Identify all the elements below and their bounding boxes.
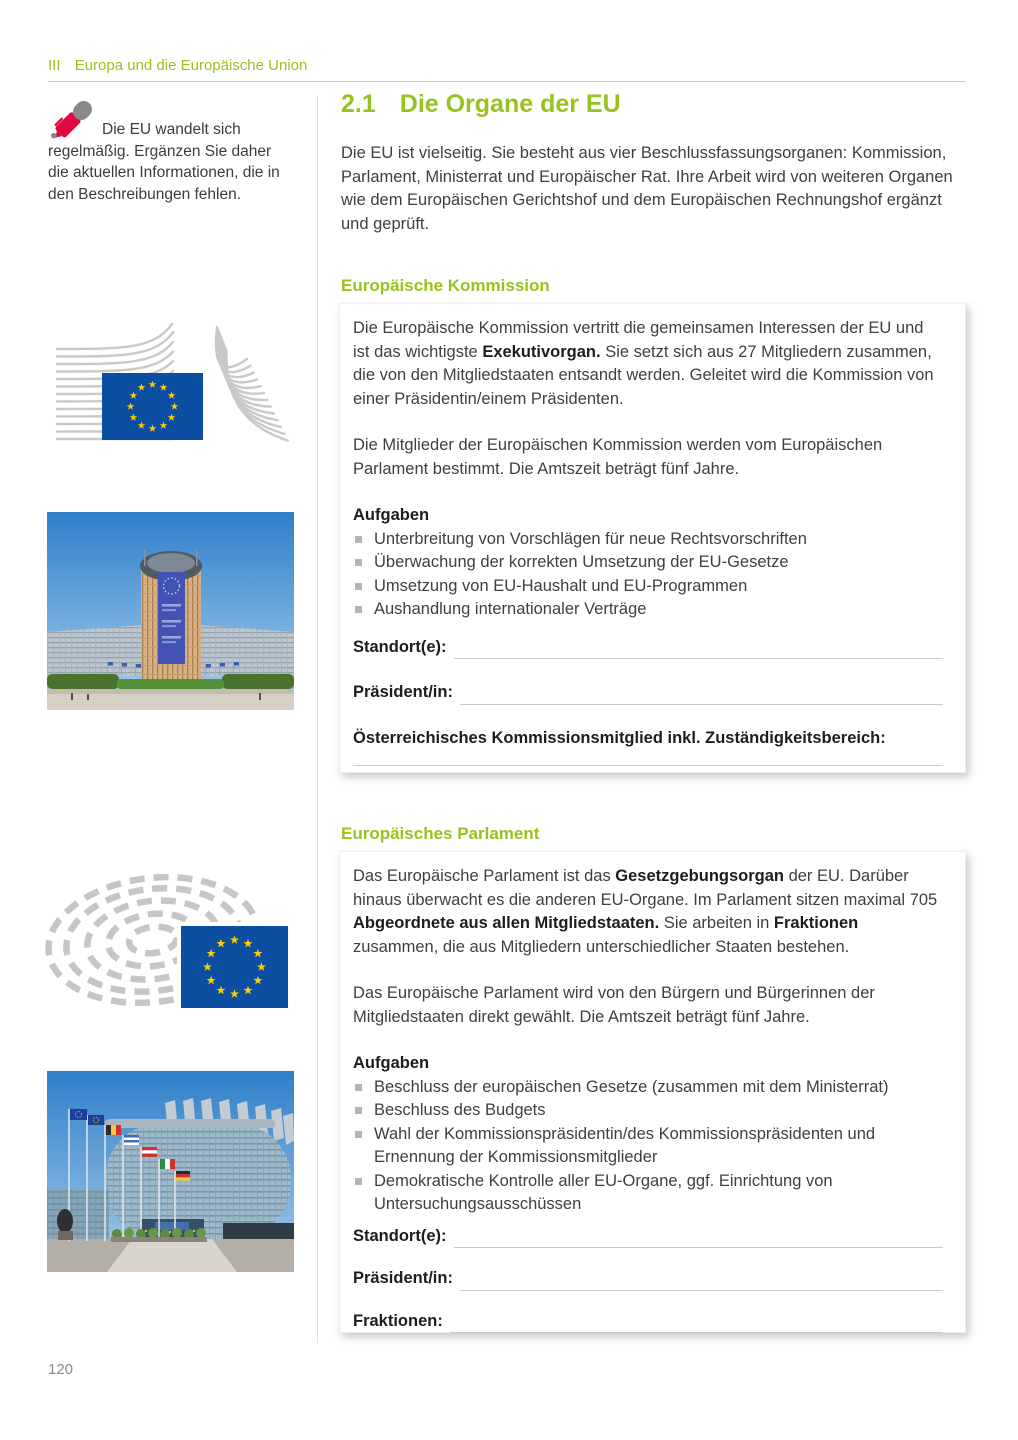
tasks-heading: Aufgaben [353, 1054, 430, 1072]
hedge [47, 674, 119, 689]
member-label: Österreichisches Kommissionsmitglied inkl. Zuständigkeitsbereich: [353, 728, 886, 747]
european-commission-logo [55, 323, 290, 460]
location-field [353, 1225, 943, 1249]
fractions-field [353, 1310, 943, 1334]
location-label: Standort(e): [353, 637, 447, 656]
page-number: 120 [48, 1361, 74, 1378]
intro-paragraph: Die EU ist vielseitig. Sie besteht aus vier Beschlussfassungsorganen: Kommission, Parlament, Ministerrat und Europäischer Rat. Ihre Arbeit wird von weiteren Organen wie dem Europäischen Gerichtshof und dem Europäischen Rechnungshof ergänzt und geprüft. [341, 144, 953, 233]
commission-info-card [339, 303, 966, 773]
task-text: Überwachung der korrekten Umsetzung der EU-Gesetze [374, 553, 789, 571]
task-item [353, 1099, 943, 1123]
location-input-line[interactable] [454, 638, 944, 659]
column-divider [317, 95, 318, 1343]
square-bullet-icon [355, 606, 362, 613]
president-field [353, 1267, 943, 1291]
parliament-info-card [339, 851, 966, 1333]
task-item [353, 575, 943, 599]
task-text: Beschluss des Budgets [374, 1101, 546, 1119]
chapter-number: 2.1 [341, 90, 376, 118]
location-label: Standort(e): [353, 1226, 447, 1245]
parliament-task-list [353, 1076, 943, 1217]
president-label: Präsident/in: [353, 1269, 453, 1287]
president-input-line[interactable] [460, 684, 943, 705]
header-divider [48, 81, 966, 82]
banner [158, 572, 185, 664]
square-bullet-icon [355, 536, 362, 543]
task-item [353, 551, 943, 575]
parliament-paragraph-2: Das Europäische Parlament wird von den Bürgern und Bürgerinnen der Mitgliedstaaten direkt gewählt. Die Amtszeit beträgt fünf Jahre. [353, 984, 875, 1026]
task-text: Beschluss der europäischen Gesetze (zusammen mit dem Ministerrat) [374, 1077, 889, 1096]
breadcrumb-label: Europa und die Europäische Union [74, 57, 308, 74]
chapter-roman-numeral: III [48, 57, 61, 74]
task-text: Aushandlung internationaler Verträge [374, 600, 647, 618]
task-text: Demokratische Kontrolle aller EU-Organe, ggf. Einrichtung von Untersuchungsausschüssen [374, 1171, 833, 1213]
location-input-line[interactable] [454, 1227, 944, 1248]
square-bullet-icon [355, 583, 362, 590]
commission-paragraph-1: Die Europäische Kommission vertritt die gemeinsamen Interessen der EU und ist das wichtigste Exekutivorgan. Sie setzt sich aus 27 Mitgliedern zusammen, die von den Mitgliedstaaten entsandt werden. Geleitet wird die Kommission von einer Präsidentin/einem Präsidenten. [353, 319, 934, 408]
sculpture [57, 1209, 73, 1233]
commission-task-list [353, 528, 943, 622]
task-item [353, 528, 943, 552]
section-heading-commission: Europäische Kommission [341, 276, 550, 295]
task-item [353, 1170, 943, 1217]
square-bullet-icon [355, 1107, 362, 1114]
fractions-label: Fraktionen: [353, 1311, 443, 1330]
task-item [353, 598, 943, 622]
margin-note: Die EU wandelt sich regelmäßig. Ergänzen Sie daher die aktuellen Informationen, die in den Beschreibungen fehlen. [48, 121, 280, 203]
task-text: Umsetzung von EU-Haushalt und EU-Programmen [374, 576, 748, 595]
task-text: Unterbreitung von Vorschlägen für neue Rechtsvorschriften [374, 529, 807, 548]
member-input-line[interactable] [353, 750, 943, 766]
president-input-line[interactable] [460, 1270, 943, 1291]
task-item [353, 1123, 943, 1170]
president-label: Präsident/in: [353, 683, 453, 701]
location-field [353, 636, 943, 660]
square-bullet-icon [355, 1131, 362, 1138]
section-heading-parliament: Europäisches Parlament [341, 824, 540, 843]
berlaymont-building-photo [47, 512, 294, 710]
breadcrumb [48, 57, 307, 74]
page-title [341, 90, 621, 119]
chapter-title: Die Organe der EU [399, 90, 621, 118]
parliament-paragraph-1: Das Europäische Parlament ist das Gesetzgebungsorgan der EU. Darüber hinaus überwacht es die anderen EU-Organe. Im Parlament sitzen maximal 705 Abgeordnete aus allen Mitgliedstaaten. Sie arbeiten in Fraktionen zusammen, die aus Mitgliedern unterschiedlicher Staaten bestehen. [353, 867, 938, 956]
square-bullet-icon [355, 1084, 362, 1091]
parliament-building-strasbourg-photo [47, 1071, 294, 1272]
task-item [353, 1076, 943, 1100]
european-parliament-logo [45, 868, 290, 1020]
square-bullet-icon [355, 1178, 362, 1185]
member-field [353, 727, 943, 767]
tasks-heading: Aufgaben [353, 506, 430, 524]
square-bullet-icon [355, 559, 362, 566]
commission-paragraph-2: Die Mitglieder der Europäischen Kommission werden vom Europäischen Parlament bestimmt. Die Amtszeit beträgt fünf Jahre. [353, 436, 883, 478]
fractions-input-line[interactable] [450, 1312, 943, 1333]
president-field [353, 681, 943, 705]
task-text: Wahl der Kommissionspräsidentin/des Kommissionspräsidenten und Ernennung der Kommissionsmitglieder [374, 1124, 876, 1166]
